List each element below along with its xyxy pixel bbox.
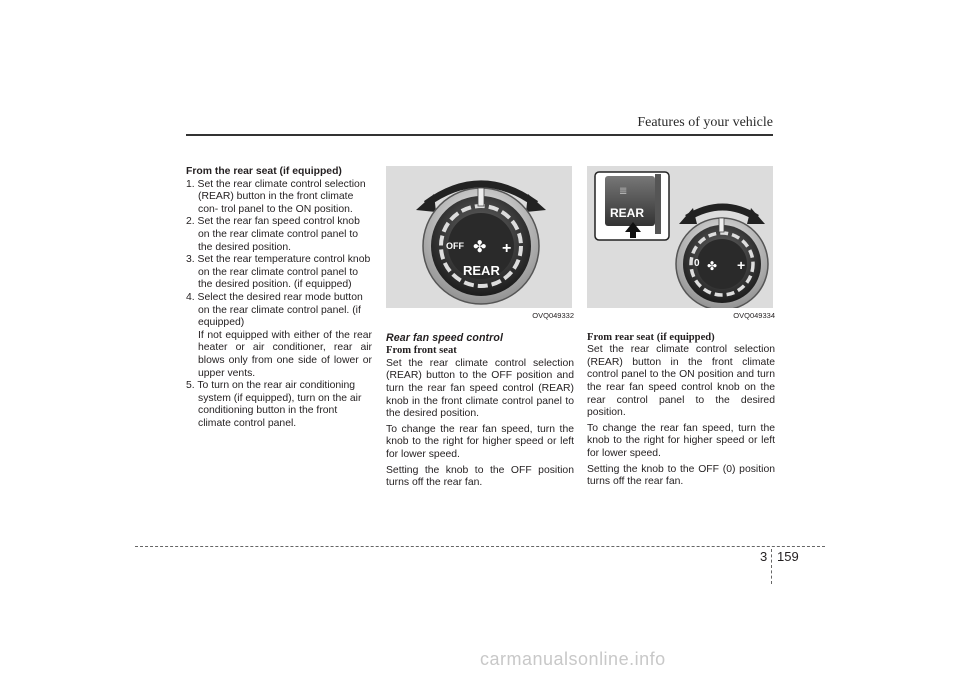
steps-list [186, 179, 372, 330]
rear-control-figure [587, 166, 773, 308]
footer-rule [135, 546, 825, 547]
left-heading: From the rear seat (if equipped) [186, 166, 342, 177]
off-label: OFF [446, 241, 464, 251]
front-seat-subheading: From front seat [386, 345, 457, 357]
paragraph: Setting the knob to the OFF (0) position turns off the rear fan. [587, 463, 775, 488]
plus-label: + [737, 257, 746, 273]
step-item: 1. Set the rear climate control selection (REAR) button in the front climate con- trol panel to the ON position. [186, 178, 366, 215]
fan-icon: ✤ [473, 237, 487, 256]
paragraph: Set the rear climate control selection (REAR) button to the OFF position and turn the rear fan speed control (REAR) knob in the front climate control panel to the desired position. [386, 357, 574, 420]
paragraph: To change the rear fan speed, turn the knob to the right for higher speed or left for lower speed. [386, 423, 574, 460]
right-column [587, 166, 775, 492]
figure-caption: OVQ049334 [733, 311, 775, 320]
fan-knob-front-figure [386, 166, 572, 308]
rear-seat-subheading: From rear seat (if equipped) [587, 331, 715, 343]
step-item: 4. Select the desired rear mode button on the rear climate control panel. (if equipped) [186, 291, 363, 329]
plus-label: + [502, 240, 512, 257]
rear-light-icon: ≣ [619, 186, 628, 197]
arrow-head-left [416, 194, 436, 212]
middle-column [386, 166, 574, 493]
page-header-title: Features of your vehicle [637, 115, 773, 130]
page-number: 159 [777, 549, 799, 564]
header-rule [186, 134, 773, 136]
page-divider [771, 549, 772, 584]
figure-caption: OVQ049332 [532, 311, 574, 320]
paragraph: To change the rear fan speed, turn the knob to the right for higher speed or left for lower speed. [587, 422, 775, 459]
rotate-arrow-icon [687, 207, 757, 218]
left-column [186, 166, 372, 430]
zero-label: 0 [694, 258, 700, 269]
paragraph: Set the rear climate control selection (REAR) button in the front climate control panel to the ON position and turn the rear fan speed control knob on the rear control panel to the desired position. [587, 344, 775, 419]
step-item: 2. Set the rear fan speed control knob on the rear climate control panel to the desired position. [186, 216, 360, 253]
rear-button-label: REAR [610, 206, 645, 220]
section-title: Rear fan speed control [386, 331, 503, 344]
steps-list-cont [186, 380, 372, 430]
chapter-number: 3 [760, 549, 768, 564]
step-item: 3. Set the rear temperature control knob on the rear climate control panel to the desired position. (if equipped) [186, 254, 371, 291]
rear-label: REAR [463, 263, 500, 278]
watermark: carmanualsonline.info [480, 649, 666, 669]
rear-control-illustration [587, 166, 773, 308]
fan-knob-illustration [386, 166, 572, 308]
paragraph: Setting the knob to the OFF position turns off the rear fan. [386, 464, 574, 489]
note-text: If not equipped with either of the rear heater or air conditioner, rear air blows only from one side of lower or upper vents. [198, 329, 372, 379]
step-item: 5. To turn on the rear air conditioning system (if equipped), turn on the air conditioning button in the front climate control panel. [186, 380, 362, 429]
fan-icon: ✤ [707, 259, 718, 273]
arrow-head-right [526, 194, 546, 212]
